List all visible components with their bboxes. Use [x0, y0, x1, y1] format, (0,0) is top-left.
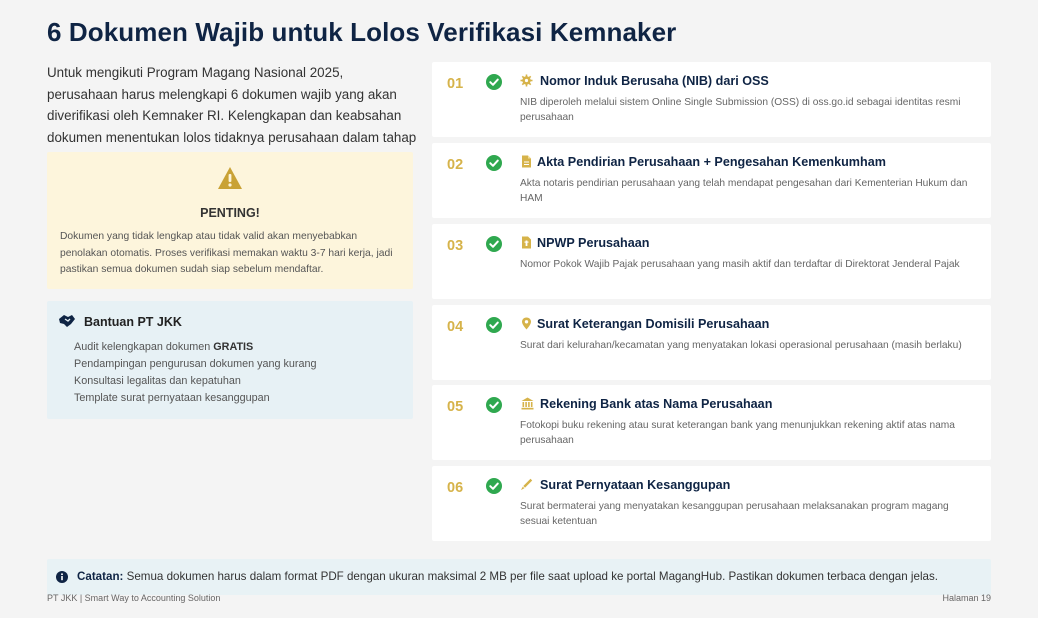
warning-title: PENTING!	[200, 206, 260, 220]
document-title: Nomor Induk Berusaha (NIB) dari OSS	[540, 74, 769, 88]
check-circle-icon	[486, 155, 502, 171]
document-description: Fotokopi buku rekening atau surat keterangan bank yang menunjukkan rekening aktif atas nama perusahaan	[520, 420, 955, 446]
intro-paragraph: Untuk mengikuti Program Magang Nasional 2025, perusahaan harus melengkapi 6 dokumen wajib yang akan diverifikasi oleh Kemnaker RI. Kelengkapan dan keabsahan dokumen menentukan lolos tidaknya perusahaan dalam tahap	[47, 65, 417, 145]
warning-text: Dokumen yang tidak lengkap atau tidak valid akan menyebabkan penolakan otomatis. Proses verifikasi memakan waktu 3-7 hari kerja, jadi pastikan semua dokumen sudah siap sebelum mendaftar.	[60, 231, 393, 275]
document-title: Rekening Bank atas Nama Perusahaan	[540, 397, 773, 411]
handshake-icon	[58, 313, 76, 329]
document-number: 01	[447, 76, 464, 92]
check-circle-icon	[486, 236, 502, 252]
document-card	[432, 143, 991, 218]
document-description: NIB diperoleh melalui sistem Online Single Submission (OSS) di oss.go.id sebagai identitas resmi perusahaan	[520, 97, 961, 123]
document-title: NPWP Perusahaan	[537, 236, 650, 250]
warning-box	[47, 152, 413, 289]
document-card	[432, 62, 991, 137]
help-title: Bantuan PT JKK	[84, 315, 182, 329]
help-box	[47, 301, 413, 419]
document-number: 06	[447, 480, 464, 496]
info-icon	[56, 571, 68, 583]
file-icon	[520, 155, 533, 168]
signature-icon	[520, 478, 533, 491]
page-title: 6 Dokumen Wajib untuk Lolos Verifikasi Kemnaker	[47, 17, 677, 47]
document-description: Akta notaris pendirian perusahaan yang telah mendapat pengesahan dari Kementerian Hukum dan HAM	[520, 178, 968, 204]
document-card	[432, 224, 991, 299]
note-bar	[47, 559, 991, 595]
check-circle-icon	[486, 74, 502, 90]
note-label: Catatan:	[77, 570, 124, 583]
check-circle-icon	[486, 478, 502, 494]
document-number: 05	[447, 399, 464, 415]
document-number: 04	[447, 319, 464, 335]
document-card	[432, 385, 991, 460]
help-item: Pendampingan pengurusan dokumen yang kurang	[74, 358, 317, 370]
file-invoice-icon	[520, 236, 533, 249]
check-circle-icon	[486, 317, 502, 333]
map-marker-icon	[520, 317, 533, 330]
warning-icon	[217, 166, 243, 190]
document-description: Nomor Pokok Wajib Pajak perusahaan yang masih aktif dan terdaftar di Direktorat Jenderal Pajak	[520, 259, 960, 270]
help-item: Konsultasi legalitas dan kepatuhan	[74, 375, 241, 387]
footer-company: PT JKK | Smart Way to Accounting Solution	[47, 593, 221, 603]
document-description: Surat dari kelurahan/kecamatan yang menyatakan lokasi operasional perusahaan (masih berlaku)	[520, 340, 962, 351]
certificate-icon	[520, 74, 533, 87]
help-item: Audit kelengkapan dokumen GRATIS	[74, 341, 254, 353]
page-number: Halaman 19	[942, 593, 991, 603]
document-number: 03	[447, 238, 464, 254]
document-title: Surat Keterangan Domisili Perusahaan	[537, 317, 770, 331]
document-title: Akta Pendirian Perusahaan + Pengesahan Kemenkumham	[537, 155, 886, 169]
document-card	[432, 305, 991, 380]
document-number: 02	[447, 157, 464, 173]
help-list	[74, 339, 317, 407]
note-text: Catatan: Semua dokumen harus dalam format PDF dengan ukuran maksimal 2 MB per file saat upload ke portal MagangHub. Pastikan dokumen terbaca dengan jelas.	[77, 570, 938, 583]
help-item: Template surat pernyataan kesanggupan	[74, 392, 270, 404]
bank-icon	[520, 397, 535, 410]
document-description: Surat bermaterai yang menyatakan kesanggupan perusahaan melaksanakan program magang sesuai ketentuan	[520, 501, 949, 527]
document-title: Surat Pernyataan Kesanggupan	[540, 478, 731, 492]
document-card	[432, 466, 991, 541]
check-circle-icon	[486, 397, 502, 413]
